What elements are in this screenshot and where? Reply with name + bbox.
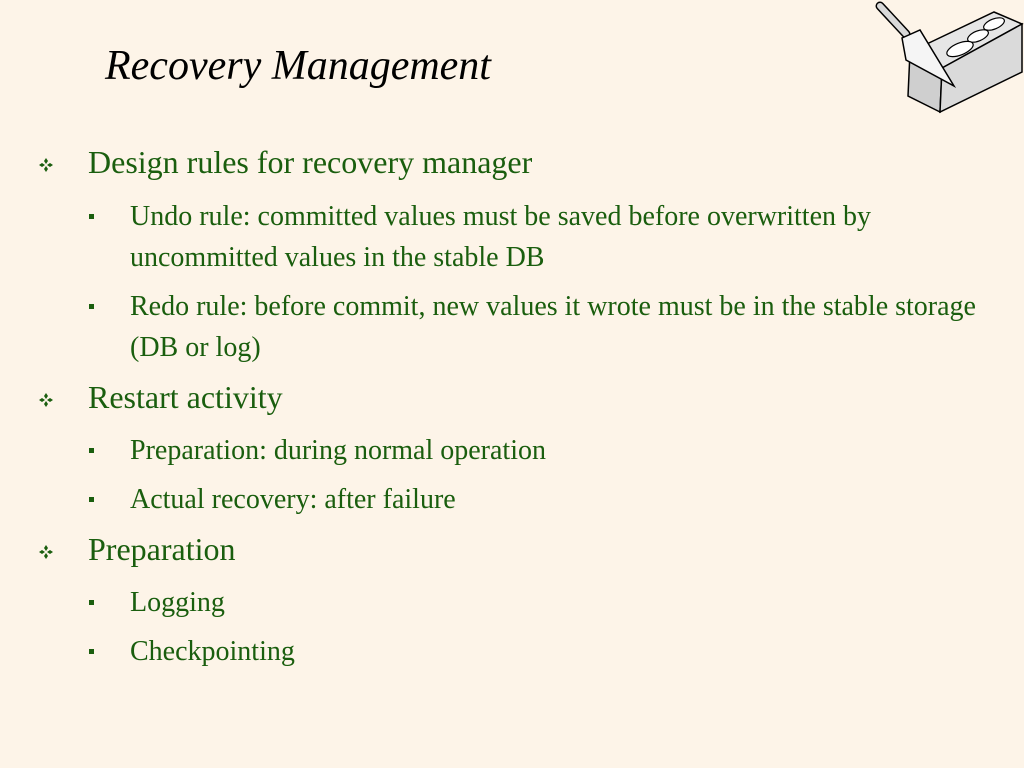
- square-bullet-icon: [89, 448, 94, 453]
- square-bullet-icon: [89, 497, 94, 502]
- sub-bullet-preparation-normal: Preparation: during normal operation: [130, 435, 546, 466]
- sub-bullet-logging: Logging: [130, 587, 225, 618]
- bullet-preparation: Preparation: [88, 531, 236, 567]
- sub-bullet-actual-recovery: Actual recovery: after failure: [130, 484, 456, 515]
- diamond-bullet-icon: [38, 157, 54, 173]
- square-bullet-icon: [89, 600, 94, 605]
- sub-bullet-redo-rule: Redo rule: before commit, new values it wrote must be in the stable storage (DB or log): [130, 291, 976, 363]
- bullet-design-rules: Design rules for recovery manager: [88, 144, 533, 180]
- square-bullet-icon: [89, 214, 94, 219]
- diamond-bullet-icon: [38, 392, 54, 408]
- square-bullet-icon: [89, 304, 94, 309]
- diamond-bullet-icon: [38, 544, 54, 560]
- sub-bullet-checkpointing: Checkpointing: [130, 636, 295, 667]
- slide-title: Recovery Management: [105, 43, 491, 89]
- square-bullet-icon: [89, 649, 94, 654]
- bullet-restart-activity: Restart activity: [88, 379, 283, 415]
- sub-bullet-undo-rule: Undo rule: committed values must be saved before overwritten by uncommitted values in the stable DB: [130, 201, 872, 273]
